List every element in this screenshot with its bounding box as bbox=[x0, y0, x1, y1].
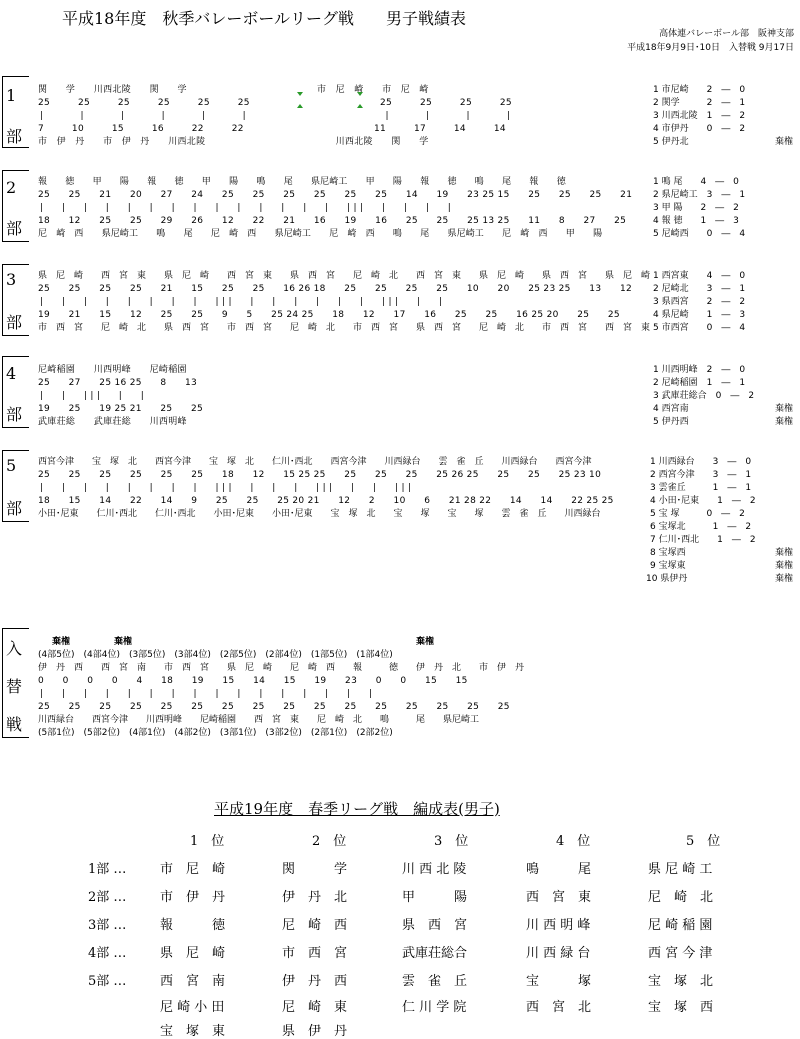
forfeit-note: 棄権 bbox=[416, 637, 435, 647]
lineup-cell: 県 西 宮 bbox=[402, 918, 468, 933]
division-1-standing: 4 市伊丹 0 ― 2 bbox=[653, 124, 746, 134]
division-5-label-bu: 部 bbox=[6, 499, 23, 518]
playoff-row-seed-bottom: (5部1位) (5部2位) (4部1位) (4部2位) (3部1位) (3部2位) (2部1位) (2部2位) bbox=[38, 728, 393, 738]
division-1-green-mark bbox=[357, 104, 363, 108]
lineup-cell: 市 西 宮 bbox=[282, 946, 348, 961]
division-1-green-mark bbox=[297, 92, 303, 96]
division-5-standing: 3 雲雀丘 1 ― 1 bbox=[650, 483, 752, 493]
division-5-standing: 8 宝塚西 bbox=[650, 548, 686, 558]
forfeit-note: 棄権 bbox=[775, 561, 794, 571]
division-4-standing: 1 川西明峰 2 ― 0 bbox=[653, 365, 746, 375]
lineup-cell: 尼 崎 西 bbox=[282, 918, 348, 933]
division-5-standing: 4 小田･尼東 1 ― 2 bbox=[650, 496, 756, 506]
division-2-standing: 1 鳴 尾 4 ― 0 bbox=[653, 177, 739, 187]
division-name: 3部 … bbox=[88, 918, 127, 933]
division-2-standing: 5 尼崎西 0 ― 4 bbox=[653, 229, 746, 239]
playoff-row-bar: | | | | | | | | | | | | | | | | bbox=[40, 689, 373, 699]
division-1-standing: 2 関学 2 ― 1 bbox=[653, 98, 746, 108]
rank-header: 3 位 bbox=[434, 834, 469, 849]
division-5-standing: 5 宝 塚 0 ― 2 bbox=[650, 509, 745, 519]
lineup-cell: 伊 丹 西 bbox=[282, 974, 348, 989]
lineup-cell: 尼 崎 稲 園 bbox=[648, 918, 713, 933]
division-name: 4部 … bbox=[88, 946, 127, 961]
lineup-cell: 甲 陽 bbox=[402, 890, 468, 905]
lineup-cell: 川 西 北 陵 bbox=[402, 862, 467, 877]
lineup-cell: 報 徳 bbox=[160, 918, 226, 933]
division-name: 1部 … bbox=[88, 862, 127, 877]
division-1-row-top-score: 25 25 25 25 25 25 25 25 25 25 bbox=[38, 98, 512, 108]
division-5-row-top-score: 25 25 25 25 25 25 18 12 15 25 25 25 25 25 25 26 25 25 25 25 23 10 bbox=[38, 470, 602, 480]
forfeit-note: 棄権 bbox=[775, 548, 794, 558]
division-4-label-bu: 部 bbox=[6, 405, 23, 424]
division-1-green-mark bbox=[357, 92, 363, 96]
spring-lineup-title: 平成19年度 春季リーグ戦 編成表(男子) bbox=[214, 800, 500, 818]
lineup-cell: 県 伊 丹 bbox=[282, 1024, 348, 1039]
division-2-standing: 4 報 徳 1 ― 3 bbox=[653, 216, 739, 226]
division-4-row-top-score: 25 27 25 16 25 8 13 bbox=[38, 378, 198, 388]
lineup-cell: 尼 崎 東 bbox=[282, 1000, 348, 1015]
lineup-cell: 市 伊 丹 bbox=[160, 890, 226, 905]
division-3-row-bottom-score: 19 21 15 12 25 25 9 5 25 24 25 18 12 17 16 25 25 16 25 20 25 25 bbox=[38, 310, 620, 320]
division-3-standing: 3 県西宮 2 ― 2 bbox=[653, 297, 746, 307]
division-1-row-bottom-team: 市 伊 丹 市 伊 丹 川西北陵 川西北陵 関 学 bbox=[38, 137, 429, 147]
division-5-row-bottom-team: 小田･尼東 仁川･西北 仁川･西北 小田･尼東 小田･尼東 宝 塚 北 宝 塚 宝 塚 雲 雀 丘 川西緑台 bbox=[38, 509, 601, 519]
playoff-row-team-bottom: 川西緑台 西宮今津 川西明峰 尼崎稲園 西 宮 東 尼 崎 北 鳴 尾 県尼崎工 bbox=[38, 715, 480, 725]
division-4-standing: 2 尼崎稲園 1 ― 1 bbox=[653, 378, 746, 388]
forfeit-note: 棄権 bbox=[775, 417, 794, 427]
division-3-label-bu: 部 bbox=[6, 313, 23, 332]
playoff-row-score-bottom: 25 25 25 25 25 25 25 25 25 25 25 25 25 25 25 25 bbox=[38, 702, 510, 712]
division-1-standing: 3 川西北陵 1 ― 2 bbox=[653, 111, 746, 121]
lineup-cell: 雲 雀 丘 bbox=[402, 974, 468, 989]
lineup-cell: 宝 塚 北 bbox=[648, 974, 714, 989]
division-5-row-bar: | | | | | | | | | | | | | | | | | | | | | | bbox=[40, 483, 412, 493]
division-2-row-top-score: 25 25 21 20 27 24 25 25 25 25 25 25 14 19 23 25 15 25 25 25 21 bbox=[38, 190, 633, 200]
division-4-row-bottom-team: 武庫荘総 武庫荘総 川西明峰 bbox=[38, 417, 187, 427]
page-title: 平成18年度 秋季バレーボールリーグ戦 男子戦績表 bbox=[62, 9, 467, 28]
division-5-label-number: 5 bbox=[6, 456, 17, 475]
lineup-cell: 仁 川 学 院 bbox=[402, 1000, 467, 1015]
playoff-row-team-top: 伊 丹 西 西 宮 南 市 西 宮 県 尼 崎 尼 崎 西 報 徳 伊 丹 北 市 伊 丹 bbox=[38, 663, 525, 673]
division-3-row-bar: | | | | | | | | | | | | | | | | | | | | | | bbox=[40, 297, 443, 307]
forfeit-note: 棄権 bbox=[775, 574, 794, 584]
lineup-cell: 西 宮 東 bbox=[526, 890, 592, 905]
playoff-label-char: 替 bbox=[6, 677, 23, 696]
division-3-row-bottom-team: 市 西 宮 尼 崎 北 県 西 宮 市 西 宮 尼 崎 北 市 西 宮 県 西 宮 尼 崎 北 市 西 宮 西 宮 東 bbox=[38, 323, 651, 333]
lineup-cell: 伊 丹 北 bbox=[282, 890, 348, 905]
dates-label: 平成18年9月9日･10日 入替戦 9月17日 bbox=[627, 43, 794, 53]
playoff-label-char: 入 bbox=[6, 639, 23, 658]
lineup-cell: 鳴 尾 bbox=[526, 862, 592, 877]
division-1-row-bottom-score: 7 10 15 16 22 22 11 17 14 14 bbox=[38, 124, 506, 134]
division-5-row-top-team: 西宮今津 宝 塚 北 西宮今津 宝 塚 北 仁川･西北 西宮今津 川西緑台 雲 雀 丘 川西緑台 西宮今津 bbox=[38, 457, 592, 467]
playoff-label-char: 戦 bbox=[6, 715, 23, 734]
forfeit-note: 棄権 bbox=[775, 404, 794, 414]
lineup-cell: 尼 崎 小 田 bbox=[160, 1000, 225, 1015]
division-5-row-bottom-score: 18 15 14 22 14 9 25 25 25 20 21 12 2 10 6 21 28 22 14 14 22 25 25 bbox=[38, 496, 614, 506]
lineup-cell: 県 尼 崎 工 bbox=[648, 862, 713, 877]
playoff-row-score-top: 0 0 0 0 4 18 19 15 14 15 19 23 0 0 15 15 bbox=[38, 676, 468, 686]
lineup-cell: 尼 崎 北 bbox=[648, 890, 714, 905]
division-4-row-bottom-score: 19 25 19 25 21 25 25 bbox=[38, 404, 204, 414]
division-2-row-bottom-team: 尼 崎 西 県尼崎工 鳴 尾 尼 崎 西 県尼崎工 尼 崎 西 鳴 尾 県尼崎工 尼 崎 西 甲 陽 bbox=[38, 229, 603, 239]
division-4-standing: 3 武庫荘総合 0 ― 2 bbox=[653, 391, 755, 401]
division-1-row-top-team: 関 学 川西北陵 関 学 市 尼 崎 市 尼 崎 bbox=[38, 85, 429, 95]
lineup-cell: 宝 塚 東 bbox=[160, 1024, 226, 1039]
division-4-row-bar: | | | | | | | bbox=[40, 391, 145, 401]
division-name: 5部 … bbox=[88, 974, 127, 989]
division-3-standing: 2 尼崎北 3 ― 1 bbox=[653, 284, 746, 294]
forfeit-note: 棄権 bbox=[114, 637, 133, 647]
division-name: 2部 … bbox=[88, 890, 127, 905]
division-2-row-bottom-score: 18 12 25 25 29 26 12 22 21 16 19 16 25 25 25 13 25 11 8 27 25 bbox=[38, 216, 627, 226]
rank-header: 2 位 bbox=[312, 834, 347, 849]
division-2-row-bar: | | | | | | | | | | | | | | | | | | | | | bbox=[40, 203, 452, 213]
division-5-standing: 10 県伊丹 bbox=[646, 574, 688, 584]
division-3-row-top-score: 25 25 25 25 21 15 25 25 16 26 18 25 25 25 25 10 20 25 23 25 13 12 bbox=[38, 284, 632, 294]
forfeit-note: 棄権 bbox=[52, 637, 71, 647]
rank-header: 5 位 bbox=[686, 834, 721, 849]
division-2-label-bu: 部 bbox=[6, 219, 23, 238]
division-1-standing: 5 伊丹北 bbox=[653, 137, 689, 147]
lineup-cell: 宝 塚 bbox=[526, 974, 592, 989]
division-1-label-bu: 部 bbox=[6, 127, 23, 146]
organization-label: 高体連バレーボール部 阪神支部 bbox=[659, 29, 794, 39]
division-1-row-bar: | | | | | | | | | | bbox=[40, 111, 511, 121]
lineup-cell: 西 宮 北 bbox=[526, 1000, 592, 1015]
division-5-standing: 6 宝塚北 1 ― 2 bbox=[650, 522, 752, 532]
division-3-label-number: 3 bbox=[6, 270, 17, 289]
division-1-green-mark bbox=[297, 104, 303, 108]
division-3-row-top-team: 県 尼 崎 西 宮 東 県 尼 崎 西 宮 東 県 西 宮 尼 崎 北 西 宮 東 県 尼 崎 県 西 宮 県 尼 崎 bbox=[38, 271, 651, 281]
lineup-cell: 武庫荘総合 bbox=[402, 946, 468, 961]
division-2-row-top-team: 報 徳 甲 陽 報 徳 甲 陽 鳴 尾 県尼崎工 甲 陽 報 徳 鳴 尾 報 徳 bbox=[38, 177, 566, 187]
division-1-standing: 1 市尼崎 2 ― 0 bbox=[653, 85, 746, 95]
lineup-cell: 市 尼 崎 bbox=[160, 862, 226, 877]
lineup-cell: 西 宮 今 津 bbox=[648, 946, 713, 961]
division-5-standing: 2 西宮今津 3 ― 1 bbox=[650, 470, 752, 480]
division-1-label-number: 1 bbox=[6, 86, 17, 105]
rank-header: 1 位 bbox=[190, 834, 225, 849]
division-3-standing: 5 市西宮 0 ― 4 bbox=[653, 323, 746, 333]
division-5-standing: 7 仁川･西北 1 ― 2 bbox=[650, 535, 756, 545]
division-2-standing: 3 甲 陽 2 ― 2 bbox=[653, 203, 739, 213]
lineup-cell: 宝 塚 西 bbox=[648, 1000, 714, 1015]
division-2-standing: 2 県尼崎工 3 ― 1 bbox=[653, 190, 746, 200]
division-5-standing: 1 川西緑台 3 ― 0 bbox=[650, 457, 752, 467]
lineup-cell: 西 宮 南 bbox=[160, 974, 226, 989]
lineup-cell: 川 西 明 峰 bbox=[526, 918, 591, 933]
rank-header: 4 位 bbox=[556, 834, 591, 849]
forfeit-note: 棄権 bbox=[775, 137, 794, 147]
division-5-standing: 9 宝塚東 bbox=[650, 561, 686, 571]
division-4-standing: 4 西宮南 bbox=[653, 404, 689, 414]
lineup-cell: 関 学 bbox=[282, 862, 348, 877]
division-4-row-top-team: 尼崎稲園 川西明峰 尼崎稲園 bbox=[38, 365, 187, 375]
lineup-cell: 川 西 緑 台 bbox=[526, 946, 591, 961]
lineup-cell: 県 尼 崎 bbox=[160, 946, 226, 961]
playoff-row-seed-top: (4部5位) (4部4位) (3部5位) (3部4位) (2部5位) (2部4位) (1部5位) (1部4位) bbox=[38, 650, 393, 660]
division-3-standing: 1 西宮東 4 ― 0 bbox=[653, 271, 746, 281]
division-2-label-number: 2 bbox=[6, 178, 17, 197]
division-3-standing: 4 県尼崎 1 ― 3 bbox=[653, 310, 746, 320]
division-4-label-number: 4 bbox=[6, 364, 17, 383]
division-4-standing: 5 伊丹西 bbox=[653, 417, 689, 427]
